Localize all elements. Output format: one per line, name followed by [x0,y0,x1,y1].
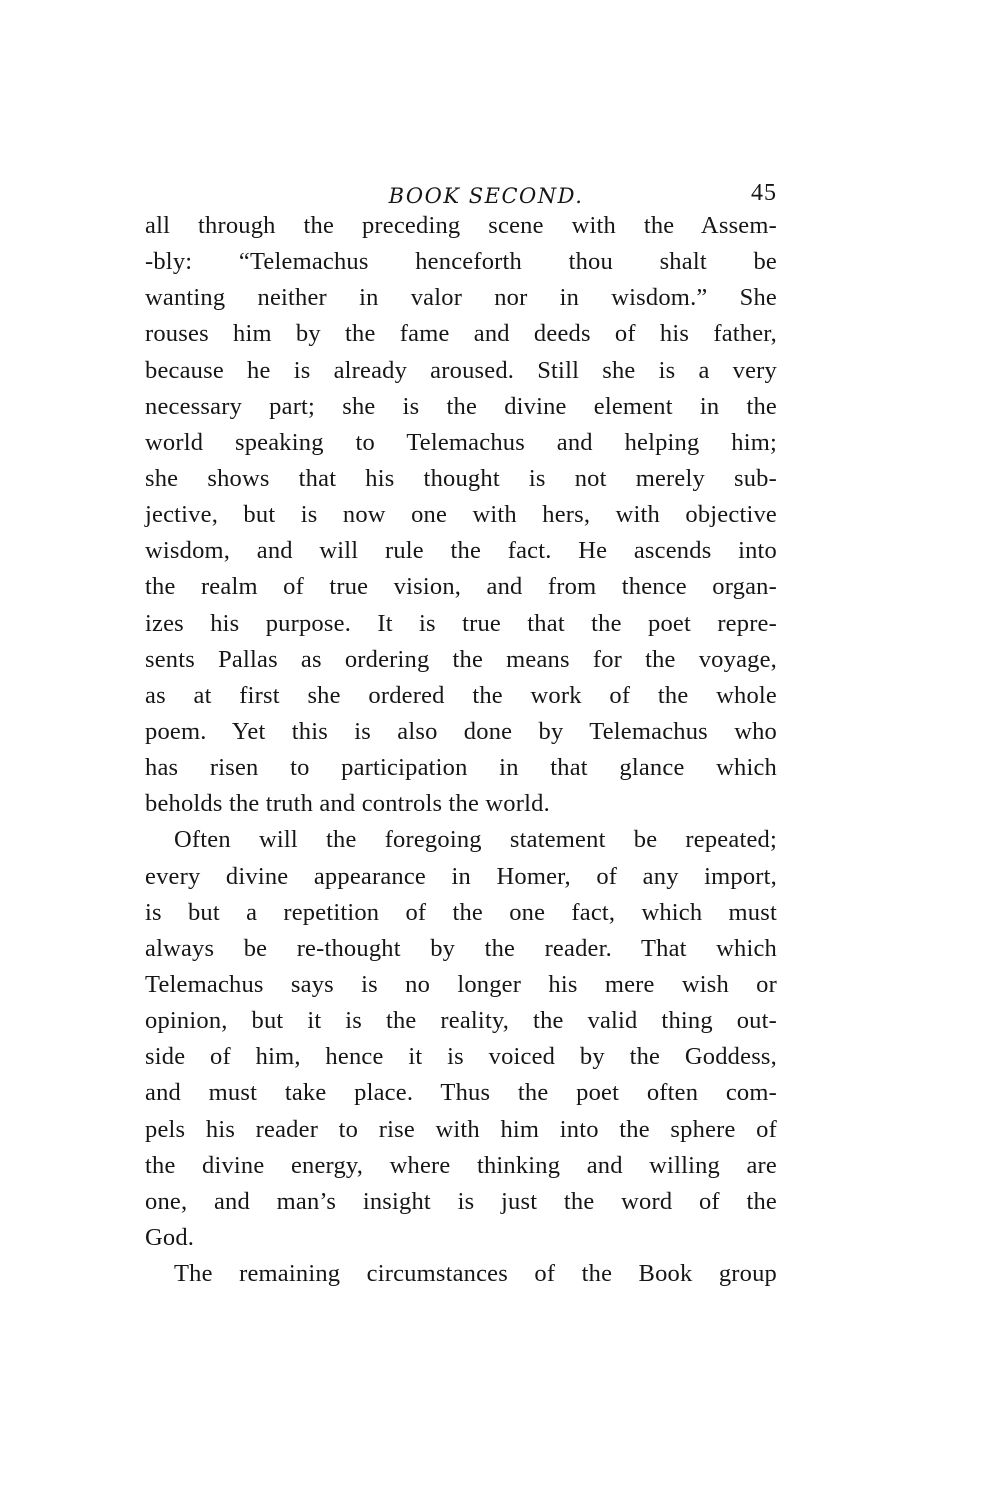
text-line: and must take place. Thus the poet often com- [145,1079,777,1107]
text-line: -bly: “Telemachus henceforth thou shalt be [145,248,777,276]
text-line: because he is already aroused. Still she is a very [145,356,777,384]
text-line: wanting neither in valor nor in wisdom.” She [145,284,777,312]
text-line: poem. Yet this is also done by Telemachus who [145,717,777,745]
text-line: jective, but is now one with hers, with objective [145,501,777,529]
text-line: izes his purpose. It is true that the poet repre- [145,609,777,637]
paragraph-start-line: Often will the foregoing statement be repeated; [174,826,777,854]
running-title: BOOK SECOND. [388,184,584,208]
text-line: every divine appearance in Homer, of any import, [145,862,777,890]
text-line: has risen to participation in that glance which [145,754,777,782]
text-line: the realm of true vision, and from thence organ- [145,573,777,601]
text-line: opinion, but it is the reality, the valid thing out- [145,1007,777,1035]
text-line: necessary part; she is the divine element in the [145,392,777,420]
text-line: she shows that his thought is not merely sub- [145,464,777,492]
text-line: sents Pallas as ordering the means for the voyage, [145,645,777,673]
text-line: always be re-thought by the reader. That which [145,934,777,962]
text-line: pels his reader to rise with him into the sphere of [145,1115,777,1143]
body-text [145,208,777,1292]
text-line: wisdom, and will rule the fact. He ascends into [145,537,777,565]
page-number: 45 [751,180,777,206]
text-line: rouses him by the fame and deeds of his father, [145,320,777,348]
text-line: is but a repetition of the one fact, which must [145,898,777,926]
text-line: as at first she ordered the work of the whole [145,681,777,709]
text-line: all through the preceding scene with the Assem- [145,212,777,239]
text-line: Telemachus says is no longer his mere wish or [145,970,777,998]
text-line: the divine energy, where thinking and willing are [145,1151,777,1179]
text-line: world speaking to Telemachus and helping him; [145,428,777,456]
paragraph-end-line: beholds the truth and controls the world. [145,790,550,818]
paragraph-start-line: The remaining circumstances of the Book group [174,1260,777,1288]
paragraph-end-line: God. [145,1223,195,1251]
text-line: one, and man’s insight is just the word of the [145,1187,777,1215]
text-line: side of him, hence it is voiced by the Goddess, [145,1043,777,1071]
